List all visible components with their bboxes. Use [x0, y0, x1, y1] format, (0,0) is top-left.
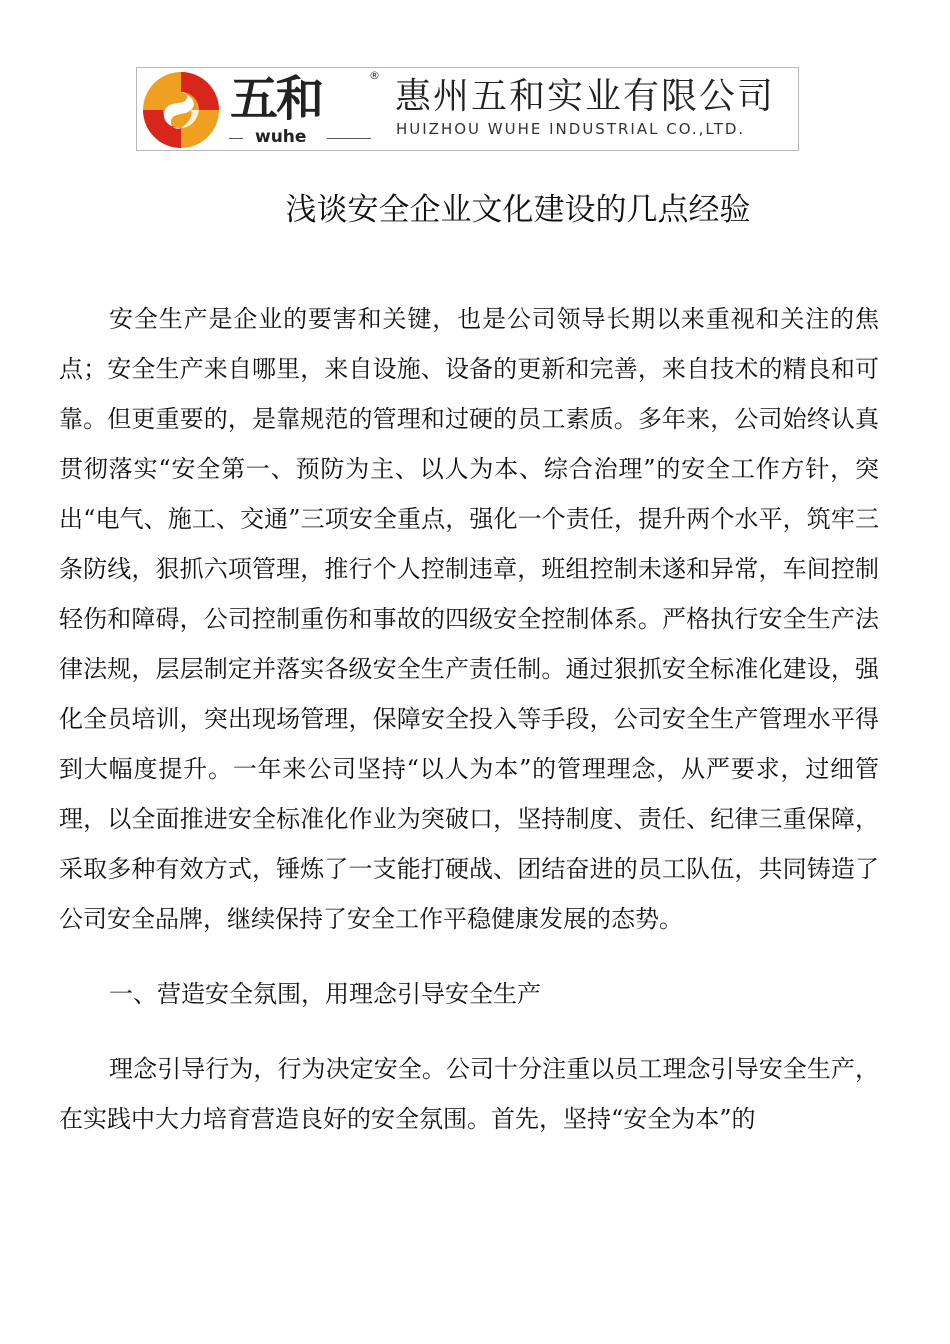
document-body	[59, 294, 879, 1144]
registered-trademark-mark: ®	[369, 69, 380, 82]
wuhe-logo-icon	[141, 70, 221, 150]
body-paragraph: 理念引导行为，行为决定安全。公司十分注重以员工理念引导安全生产，在实践中大力培育营造良好的安全氛围。首先，坚持“安全为本”的	[59, 1055, 879, 1133]
body-paragraph: 安全生产是企业的要害和关键，也是公司领导长期以来重视和关注的焦点；安全生产来自哪里，来自设施、设备的更新和完善，来自技术的精良和可靠。但更重要的，是靠规范的管理和过硬的员工素质。多年来，公司始终认真贯彻落实“安全第一、预防为主、以人为本、综合治理”的安全工作方针，突出“电气、施工、交通”三项安全重点，强化一个责任，提升两个水平，筑牢三条防线，狠抓六项管理，推行个人控制违章，班组控制未遂和异常，车间控制轻伤和障碍，公司控制重伤和事故的四级安全控制体系。严格执行安全生产法律法规，层层制定并落实各级安全生产责任制。通过狠抓安全标准化建设，强化全员培训，突出现场管理，保障安全投入等手段，公司安全生产管理水平得到大幅度提升。一年来公司坚持“以人为本”的管理理念，从严要求，过细管理，以全面推进安全标准化作业为突破口，坚持制度、责任、纪律三重保障，采取多种有效方式，锤炼了一支能打硬战、团结奋进的员工队伍，共同铸造了公司安全品牌，继续保持了安全工作平稳健康发展的态势。	[59, 305, 879, 933]
company-header-banner	[136, 67, 799, 151]
company-name-chinese: 惠州五和实业有限公司	[395, 76, 776, 117]
document-title: 浅谈安全企业文化建设的几点经验	[285, 192, 751, 228]
logo-romanization: wuhe	[255, 127, 307, 147]
section-heading: 一、营造安全氛围，用理念引导安全生产	[109, 980, 541, 1008]
company-name-english: HUIZHOU WUHE INDUSTRIAL CO.,LTD.	[396, 120, 746, 138]
logo-wordmark: 五和	[230, 71, 323, 127]
logo-rule-right	[327, 138, 371, 139]
logo-rule-left	[229, 138, 243, 139]
